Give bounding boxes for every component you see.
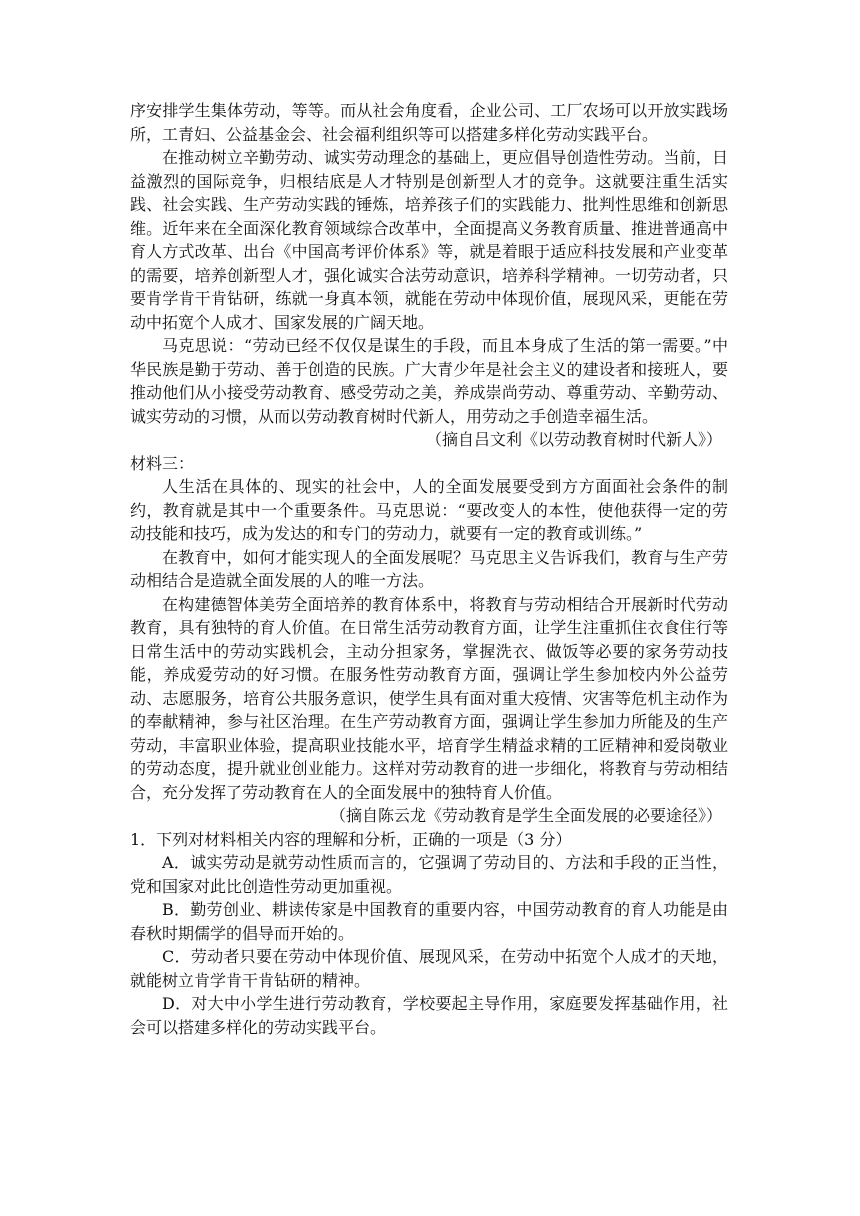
- document-page: [130, 99, 728, 1039]
- question-1-option-c: C．劳动者只要在劳动中体现价值、展现风采，在劳动中拓宽个人成才的天地，就能树立肯学肯干肯钻研的精神。: [130, 947, 728, 990]
- question-1-option-a: A．诚实劳动是就劳动性质而言的，它强调了劳动目的、方法和手段的正当性，党和国家对此比创造性劳动更加重视。: [130, 853, 728, 896]
- material2-paragraph-creative-labor: 在推动树立辛勤劳动、诚实劳动理念的基础上，更应倡导创造性劳动。当前，日益激烈的国际竞争，归根结底是人才特别是创新型人才的竞争。这就要注重生活实践、社会实践、生产劳动实践的锤炼，培养孩子们的实践能力、批判性思维和创新思维。近年来在全面深化教育领域综合改革中，全面提高义务教育质量、推进普通高中育人方式改革、出台《中国高考评价体系》等，就是着眼于适应科技发展和产业变革的需要，培养创新型人才，强化诚实合法劳动意识，培养科学精神。一切劳动者，只要肯学肯干肯钻研，练就一身真本领，就能在劳动中体现价值，展现风采，更能在劳动中拓宽个人成才、国家发展的广阔天地。: [130, 148, 728, 332]
- material2-paragraph-marx-quote: 马克思说：“劳动已经不仅仅是谋生的手段，而且本身成了生活的第一需要。”中华民族是勤于劳动、善于创造的民族。广大青少年是社会主义的建设者和接班人，要推动他们从小接受劳动教育、感受劳动之美，养成崇尚劳动、尊重劳动、辛勤劳动、诚实劳动的习惯，从而以劳动教育树时代新人，用劳动之手创造幸福生活。: [130, 336, 728, 426]
- material3-label: 材料三：: [130, 453, 195, 473]
- material3-paragraph-2: 在教育中，如何才能实现人的全面发展呢？马克思主义告诉我们，教育与生产劳动相结合是造就全面发展的人的唯一方法。: [130, 547, 728, 590]
- question-1-option-b: B．勤劳创业、耕读传家是中国教育的重要内容，中国劳动教育的育人功能是由春秋时期儒学的倡导而开始的。: [130, 900, 728, 943]
- material3-paragraph-1: 人生活在具体的、现实的社会中，人的全面发展要受到方方面面社会条件的制约，教育就是其中一个重要条件。马克思说：“要改变人的本性，使他获得一定的劳动技能和技巧，成为发达的和专门的劳动力，就要有一定的教育或训练。”: [130, 477, 728, 543]
- material2-paragraph-tail: 序安排学生集体劳动，等等。而从社会角度看，企业公司、工厂农场可以开放实践场所，工青妇、公益基金会、社会福利组织等可以搭建多样化劳动实践平台。: [130, 101, 728, 144]
- question-1-stem: 1．下列对材料相关内容的理解和分析，正确的一项是（3 分）: [130, 829, 572, 849]
- material3-paragraph-3: 在构建德智体美劳全面培养的教育体系中，将教育与劳动相结合开展新时代劳动教育，具有独特的育人价值。在日常生活劳动教育方面，让学生注重抓住衣食住行等日常生活中的劳动实践机会，主动分担家务，掌握洗衣、做饭等必要的家务劳动技能，养成爱劳动的好习惯。在服务性劳动教育方面，强调让学生参加校内外公益劳动、志愿服务，培育公共服务意识，使学生具有面对重大疫情、灾害等危机主动作为的奉献精神，参与社区治理。在生产劳动教育方面，强调让学生参加力所能及的生产劳动，丰富职业体验，提高职业技能水平，培育学生精益求精的工匠精神和爱岗敬业的劳动态度，提升就业创业能力。这样对劳动教育的进一步细化，将教育与劳动相结合，充分发挥了劳动教育在人的全面发展中的独特育人价值。: [130, 594, 728, 802]
- question-1-option-d: D．对大中小学生进行劳动教育，学校要起主导作用，家庭要发挥基础作用，社会可以搭建多样化的劳动实践平台。: [130, 994, 728, 1037]
- material3-source: （摘自陈云龙《劳动教育是学生全面发展的必要途径》）: [329, 806, 722, 825]
- material2-source: （摘自吕文利《以劳动教育树时代新人》）: [425, 430, 722, 449]
